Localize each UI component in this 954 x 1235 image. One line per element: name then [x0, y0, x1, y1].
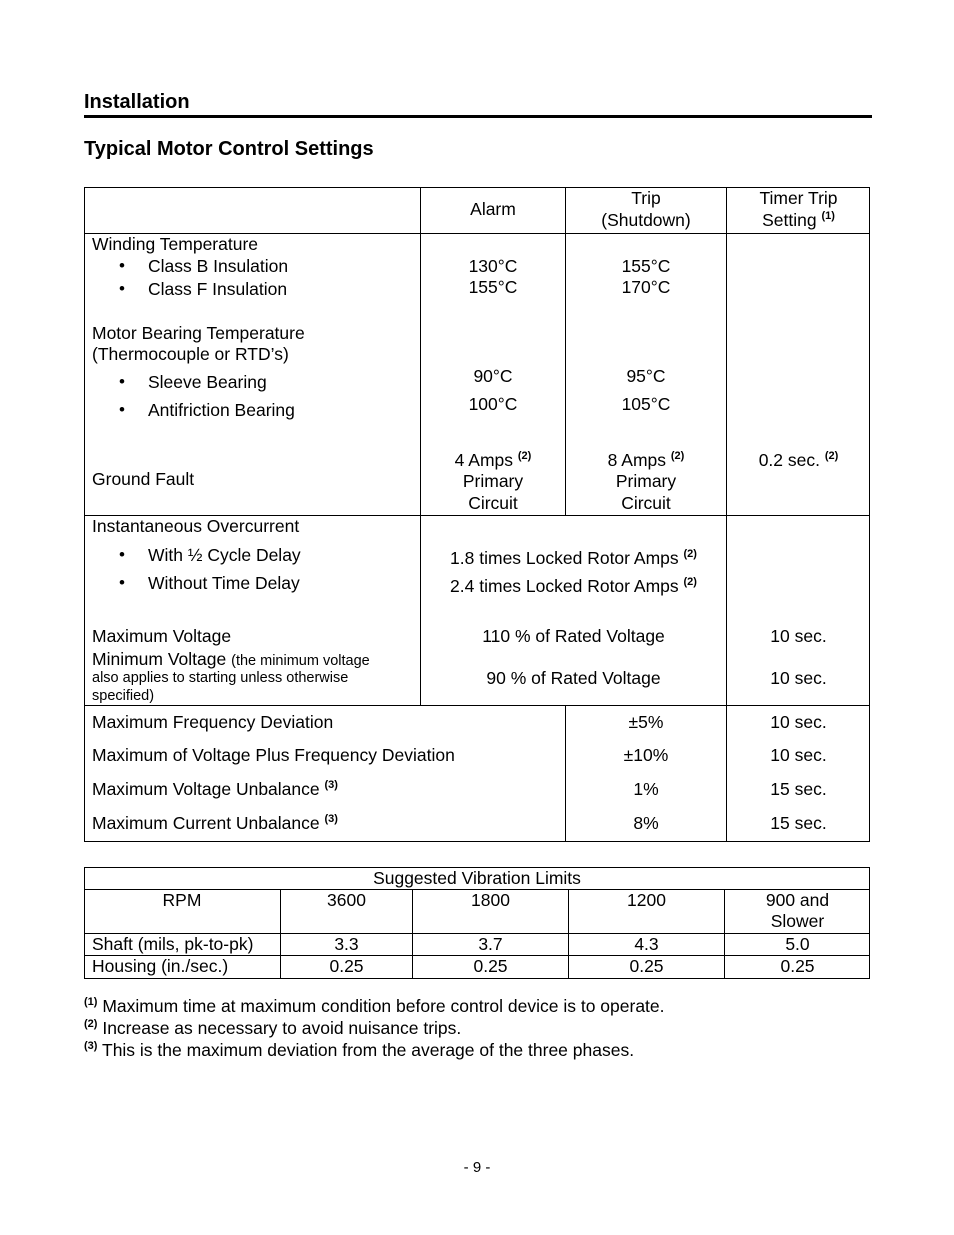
- current-unbalance-value: 8%: [633, 813, 659, 833]
- bearing-sublabel: (Thermocouple or RTD’s): [92, 344, 289, 364]
- housing-3600: 0.25: [329, 956, 364, 976]
- freq-deviation-value: ±5%: [628, 712, 664, 732]
- bullet-icon: •: [119, 573, 125, 592]
- winding-label: Winding Temperature: [92, 234, 259, 254]
- class-f-trip: 170°C: [621, 277, 671, 297]
- rpm-1200: 1200: [627, 890, 666, 910]
- shaft-label: Shaft (mils, pk-to-pk): [92, 934, 254, 954]
- antifriction-trip: 105°C: [621, 394, 671, 414]
- class-b-label: Class B Insulation: [148, 256, 289, 276]
- class-f-alarm: 155°C: [468, 277, 518, 297]
- ground-fault-trip-circuit: Circuit: [621, 493, 671, 513]
- volt-freq-deviation-value: ±10%: [623, 745, 669, 765]
- title-rule: [84, 115, 872, 118]
- rpm-header: RPM: [162, 890, 202, 910]
- bullet-icon: •: [119, 400, 125, 419]
- divider: [726, 187, 727, 841]
- ground-fault-trip-primary: Primary: [615, 471, 677, 491]
- shaft-1200: 4.3: [634, 934, 659, 954]
- bullet-icon: •: [119, 372, 125, 391]
- footnote-1: $^{(1)}$ Maximum time at maximum condition before control device is to operate.: [84, 996, 665, 1016]
- bullet-icon: •: [119, 256, 125, 275]
- rpm-3600: 3600: [327, 890, 366, 910]
- current-unbalance-label: Maximum Current Unbalance $^{(3)}$: [92, 813, 338, 833]
- freq-deviation-timer: 10 sec.: [770, 712, 827, 732]
- page-number: - 9 -: [463, 1159, 491, 1176]
- housing-900: 0.25: [780, 956, 815, 976]
- header-timer-setting: Setting $^{(1)}$: [762, 210, 835, 230]
- rpm-1800: 1800: [471, 890, 510, 910]
- bullet-icon: •: [119, 279, 125, 298]
- housing-1200: 0.25: [629, 956, 664, 976]
- section-title: Installation: [84, 91, 190, 113]
- housing-1800: 0.25: [473, 956, 508, 976]
- voltage-unbalance-timer: 15 sec.: [770, 779, 827, 799]
- sleeve-label: Sleeve Bearing: [148, 372, 267, 392]
- shaft-1800: 3.7: [478, 934, 503, 954]
- bearing-label: Motor Bearing Temperature: [92, 323, 305, 343]
- min-voltage-note: also applies to starting unless otherwise: [92, 670, 349, 686]
- max-voltage-value: 110 % of Rated Voltage: [482, 626, 665, 646]
- class-b-alarm: 130°C: [468, 256, 518, 276]
- header-trip: Trip: [631, 188, 661, 208]
- half-cycle-value: 1.8 times Locked Rotor Amps $^{(2)}$: [450, 548, 697, 568]
- header-alarm: Alarm: [470, 199, 516, 219]
- ground-fault-timer: 0.2 sec. $^{(2)}$: [758, 450, 839, 470]
- class-b-trip: 155°C: [621, 256, 671, 276]
- antifriction-label: Antifriction Bearing: [148, 400, 295, 420]
- shaft-3600: 3.3: [334, 934, 359, 954]
- max-voltage-timer: 10 sec.: [770, 626, 827, 646]
- current-unbalance-timer: 15 sec.: [770, 813, 827, 833]
- volt-freq-deviation-timer: 10 sec.: [770, 745, 827, 765]
- no-delay-label: Without Time Delay: [148, 573, 300, 593]
- min-voltage-label: Minimum Voltage (the minimum voltage: [92, 649, 370, 669]
- footnote-3: $^{(3)}$ This is the maximum deviation from the average of the three phases.: [84, 1040, 635, 1060]
- rpm-900: 900 and: [765, 890, 830, 910]
- divider: [84, 705, 870, 706]
- bullet-icon: •: [119, 545, 125, 564]
- class-f-label: Class F Insulation: [148, 279, 288, 299]
- no-delay-value: 2.4 times Locked Rotor Amps $^{(2)}$: [450, 576, 697, 596]
- rpm-900-slower: Slower: [770, 911, 825, 931]
- header-timer: Timer Trip: [759, 188, 838, 208]
- ground-fault-alarm-circuit: Circuit: [468, 493, 518, 513]
- ground-fault-label: Ground Fault: [92, 469, 195, 489]
- ground-fault-alarm-primary: Primary: [462, 471, 524, 491]
- sleeve-alarm: 90°C: [473, 366, 513, 386]
- volt-freq-deviation-label: Maximum of Voltage Plus Frequency Deviation: [92, 745, 455, 765]
- footnote-2: $^{(2)}$ Increase as necessary to avoid nuisance trips.: [84, 1018, 462, 1038]
- housing-label: Housing (in./sec.): [92, 956, 229, 976]
- overcurrent-label: Instantaneous Overcurrent: [92, 516, 300, 536]
- ground-fault-trip: 8 Amps $^{(2)}$: [607, 450, 685, 470]
- min-voltage-note-end: specified): [92, 688, 155, 704]
- freq-deviation-label: Maximum Frequency Deviation: [92, 712, 334, 732]
- min-voltage-value: 90 % of Rated Voltage: [486, 668, 661, 688]
- sleeve-trip: 95°C: [626, 366, 666, 386]
- voltage-unbalance-label: Maximum Voltage Unbalance $^{(3)}$: [92, 779, 338, 799]
- vibration-title: Suggested Vibration Limits: [373, 868, 581, 888]
- half-cycle-label: With ½ Cycle Delay: [148, 545, 301, 565]
- antifriction-alarm: 100°C: [468, 394, 518, 414]
- header-trip-sub: (Shutdown): [601, 210, 691, 230]
- max-voltage-label: Maximum Voltage: [92, 626, 232, 646]
- page-subtitle: Typical Motor Control Settings: [84, 138, 374, 160]
- voltage-unbalance-value: 1%: [633, 779, 659, 799]
- ground-fault-alarm: 4 Amps $^{(2)}$: [454, 450, 532, 470]
- shaft-900: 5.0: [785, 934, 810, 954]
- min-voltage-timer: 10 sec.: [770, 668, 827, 688]
